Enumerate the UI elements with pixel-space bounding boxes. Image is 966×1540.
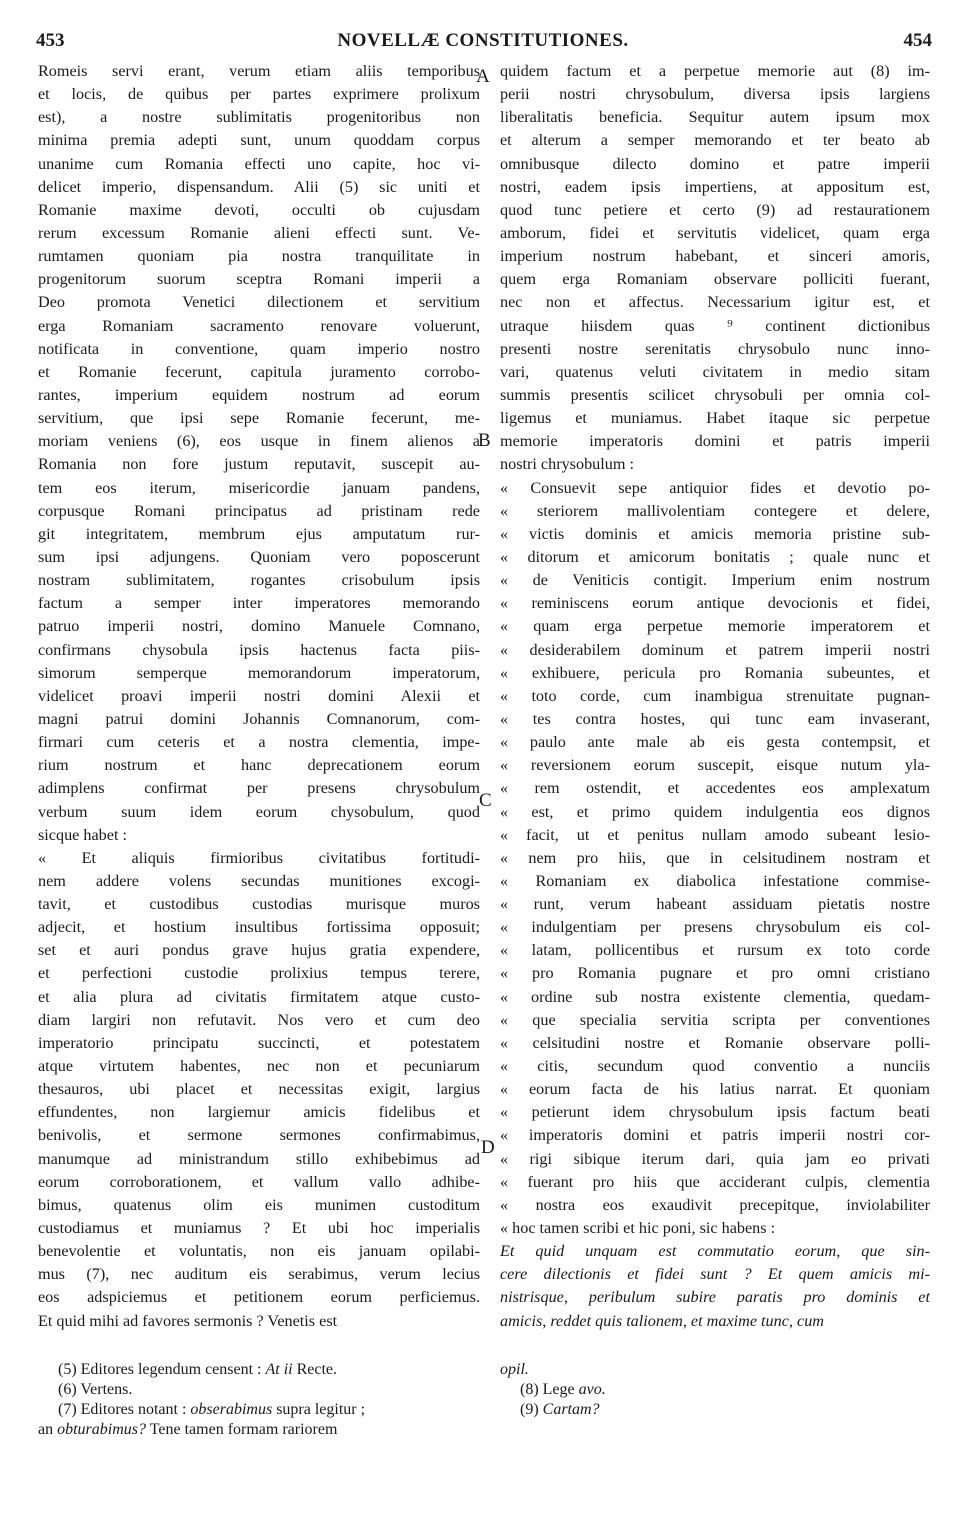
text-line: « rem ostendit, et accedentes eos amplexatum <box>500 779 930 798</box>
text-line: Romeis servi erant, verum etiam aliis temporibus <box>38 62 480 80</box>
text-line: minima premia adepti sunt, unum quoddam corpus <box>38 131 480 150</box>
text-line: imperatorio principatu succincti, et potestatem <box>38 1033 480 1052</box>
text-line: « toto corde, cum inambigua strenuitate pugnan- <box>500 686 930 705</box>
text-line: et locis, de quibus per partes exprimere prolixum <box>38 85 480 104</box>
text-line: custodiamus et muniamus ? Et ubi hoc imperialis <box>38 1219 480 1238</box>
text-line: utraque hiisdem quas ⁹ continent dictionibus <box>500 316 930 335</box>
text-line: nostri, eadem ipsis impertiens, at appositum est, <box>500 177 930 196</box>
text-line: quidem factum et a perpetue memorie aut (8) im- <box>500 62 930 80</box>
right-column <box>500 60 930 1333</box>
text-line: Romanie maxime devoti, occulti ob cujusdam <box>38 200 480 219</box>
text-line: tavit, et custodibus custodias murisque muros <box>38 895 480 914</box>
text-line: est), a nostre sublimitatis progenitoribus non <box>38 108 480 127</box>
footnote <box>38 1420 478 1440</box>
text-line: ligemus et muniamus. Habet itaque sic perpetue <box>500 409 930 428</box>
text-line: Et quid unquam est commutatio eorum, que sin- <box>500 1242 930 1261</box>
footnote-after: Recte. <box>296 1361 338 1378</box>
text-line: thesauros, ubi placet et necessitas exigit, largius <box>38 1080 480 1099</box>
text-line: quem erga Romaniam observare polliciti fuerant, <box>500 270 930 289</box>
text-line: nostram sublimitatem, rogantes crisobulum ipsis <box>38 571 480 590</box>
footnote-italic: obturabimus? <box>57 1421 147 1438</box>
text-line: « reversionem eorum suscepit, eisque nutum yla- <box>500 756 930 775</box>
text-line: diam largiri non refutavit. Nos vero et cum deo <box>38 1010 480 1029</box>
text-line: mus (7), nec auditum eis serabimus, verum lecius <box>38 1265 480 1284</box>
text-line: amicis, reddet quis talionem, et maxime tunc, cum <box>500 1311 824 1330</box>
footnote-number: (6) <box>58 1381 77 1398</box>
text-line: « ditorum et amicorum bonitatis ; quale nunc et <box>500 547 930 566</box>
text-line: « Romaniam ex diabolica infestatione commise- <box>500 871 930 890</box>
text-line: « pro Romania pugnare et pro omni cristiano <box>500 964 930 983</box>
footnote-text: Editores notant : <box>80 1401 187 1418</box>
text-line: benivolis, et sermone sermones confirmabimus, <box>38 1126 480 1145</box>
text-line: delicet imperio, dispensandum. Alii (5) sic uniti et <box>38 177 480 196</box>
text-line: rerum excessum Romanie alieni effecti sunt. Ve- <box>38 223 480 242</box>
text-line: « reminiscens eorum antique devocionis et fidei, <box>500 594 930 613</box>
footnote-number: (9) <box>520 1401 539 1418</box>
text-line: benevolentie et voluntatis, non eis januam opilabi- <box>38 1242 480 1261</box>
text-line: adjecit, et hostium insultibus fortissima opposuit; <box>38 918 480 937</box>
footnote-after: supra legitur ; <box>276 1401 366 1418</box>
text-line: servitium, que ipsi sepe Romanie fecerunt, me- <box>38 409 480 428</box>
running-header <box>0 30 966 56</box>
text-line: « facit, ut et penitus nullam amodo subeant lesio- <box>500 825 930 844</box>
text-line: « tes contra hostes, qui tunc eam invaserant, <box>500 709 930 728</box>
text-line: imperium nostrum habebant, et sinceri amoris, <box>500 247 930 266</box>
text-line: corpusque Romani principatus ad pristinam rede <box>38 501 480 520</box>
text-line: et perfectioni custodie prolixius tempus terere, <box>38 964 480 983</box>
text-line: Et quid mihi ad favores sermonis ? Venetis est <box>38 1311 338 1330</box>
footnote-italic: At ii <box>265 1361 293 1378</box>
section-marker-b: B <box>478 430 491 451</box>
text-line: « desiderabilem dominum et patrem imperii nostri <box>500 640 930 659</box>
text-line: confirmans chysobula ipsis hactenus facta piis- <box>38 640 480 659</box>
text-line: « fuerant pro hiis que acciderant culpis, clementia <box>500 1172 930 1191</box>
footnote-italic: avo. <box>578 1381 606 1398</box>
footnote <box>500 1380 930 1400</box>
footnote-italic: opil. <box>500 1361 529 1378</box>
text-line: memorie imperatoris domini et patris imperii <box>500 432 930 451</box>
text-line: set et auri pondus grave hujus gratia expendere, <box>38 941 480 960</box>
text-line: et Romanie fecerunt, capitula juramento corrobo- <box>38 362 480 381</box>
text-line: rium nostrum et hanc deprecationem eorum <box>38 756 480 775</box>
footnote <box>38 1400 478 1420</box>
text-line: « victis dominis et amicis memoria pristine sub- <box>500 524 930 543</box>
text-line: tem eos iterum, misericordie januam pandens, <box>38 478 480 497</box>
text-line: firmari cum ceteris et a nostra clementia, impe- <box>38 733 480 752</box>
text-line: cere dilectionis et fidei sunt ? Et quem amicis mi- <box>500 1265 930 1284</box>
text-line: « eorum facta de his latius narrat. Et quoniam <box>500 1080 930 1099</box>
text-line: adimplens confirmat per presens chrysobulum <box>38 779 480 798</box>
page-title: NOVELLÆ CONSTITUTIONES. <box>337 30 629 51</box>
left-column <box>38 60 480 1333</box>
text-line: « indulgentiam per presens chrysobulum eis col- <box>500 918 930 937</box>
footnote-text: Editores legendum censent : <box>80 1361 262 1378</box>
text-line: rumtamen quoniam pia nostra tranquilitate in <box>38 247 480 266</box>
footnote-after: Tene tamen formam rariorem <box>149 1421 338 1438</box>
text-line: « nem pro hiis, que in celsitudinem nostram et <box>500 848 930 867</box>
text-line: sicque habet : <box>38 825 127 844</box>
text-line: nistrisque, peribulum subire paratis pro dominis et <box>500 1288 930 1307</box>
text-line: « ordine sub nostra existente clementia, quedam- <box>500 987 930 1006</box>
text-line: unanime cum Romania effecti uno capite, hoc vi- <box>38 154 480 173</box>
text-line: patruo imperii nostri, domino Manuele Comnano, <box>38 617 480 636</box>
footnote <box>38 1380 478 1400</box>
footnote-italic: Cartam? <box>542 1401 600 1418</box>
text-line: « runt, verum habeant assiduam pietatis nostre <box>500 895 930 914</box>
text-line: git integritatem, membrum ejus amputatum rur- <box>38 524 480 543</box>
text-line: rantes, imperium equidem nostrum ad eorum <box>38 385 480 404</box>
text-line: perii nostri chrysobulum, diversa ipsis largiens <box>500 85 930 104</box>
footnote <box>38 1360 478 1380</box>
text-line: amborum, fidei et servitutis videlicet, quam erga <box>500 223 930 242</box>
text-line: vari, quatenus veluti civitatem in medio sitam <box>500 362 930 381</box>
text-line: « quam erga perpetue memorie imperatorem et <box>500 617 930 636</box>
text-line: omnibusque dilecto domino et patre imperii <box>500 154 930 173</box>
text-line: bimus, quatenus olim eis munimen custoditum <box>38 1195 480 1214</box>
text-line: moriam veniens (6), eos usque in finem alienos a <box>38 432 480 451</box>
footnote-text: Vertens. <box>80 1381 133 1398</box>
text-line: progenitorum suorum sceptra Romani imperii a <box>38 270 480 289</box>
text-line: « petierunt idem chrysobulum ipsis factum beati <box>500 1103 930 1122</box>
text-line: nec non et affectus. Necessarium igitur est, et <box>500 293 930 312</box>
text-line: verbum suum idem eorum chysobulum, quod <box>38 802 480 821</box>
text-line: nostri chrysobulum : <box>500 455 634 474</box>
footnotes-right <box>500 1360 930 1420</box>
text-line: « de Veniticis contigit. Imperium enim nostrum <box>500 571 930 590</box>
section-marker-c: C <box>479 790 492 811</box>
footnote-number: (5) <box>58 1361 77 1378</box>
text-line: « est, et primo quidem indulgentia eos dignos <box>500 802 930 821</box>
footnote-number: (7) <box>58 1401 77 1418</box>
text-line: simorum semperque memorandorum imperatorum, <box>38 663 480 682</box>
text-line: eos adspiciemus et petitionem eorum perficiemus. <box>38 1288 480 1307</box>
text-line: « nostra eos exaudivit precepitque, inviolabiliter <box>500 1195 930 1214</box>
footnote-text: an <box>38 1421 54 1438</box>
text-line: notificata in conventione, quam imperio nostro <box>38 339 480 358</box>
text-line: « rigi sibique iterum dari, quia jam eo privati <box>500 1149 930 1168</box>
text-line: summis presentis scilicet chrysobuli per omnia col- <box>500 385 930 404</box>
page-number-left: 453 <box>36 30 65 51</box>
text-line: « exhibuere, pericula pro Romania subeuntes, et <box>500 663 930 682</box>
text-line: magni patrui domini Johannis Comnanorum, com- <box>38 709 480 728</box>
text-line: « Et aliquis firmioribus civitatibus fortitudi- <box>38 848 480 867</box>
section-marker-a: A <box>476 66 490 87</box>
footnotes-left <box>38 1360 478 1440</box>
text-line: et alterum a semper memorando et ter beato ab <box>500 131 930 150</box>
text-line: « steriorem mallivolentiam contegere et delere, <box>500 501 930 520</box>
footnote-number: (8) <box>520 1381 539 1398</box>
text-line: atque virtutem habentes, nec non et pecuniarum <box>38 1057 480 1076</box>
text-line: manumque ad ministrandum stillo exhibebimus ad <box>38 1149 480 1168</box>
text-line: « hoc tamen scribi et hic poni, sic habens : <box>500 1219 776 1238</box>
text-line: Romania non fore justum reputavit, suscepit au- <box>38 455 480 474</box>
text-line: eorum corroborationem, et vallum vallo adhibe- <box>38 1172 480 1191</box>
section-marker-d: D <box>481 1137 495 1158</box>
text-line: « que specialia servitia scripta per conventiones <box>500 1010 930 1029</box>
footnote <box>500 1400 930 1420</box>
footnote-italic: obserabimus <box>190 1401 273 1418</box>
footnote <box>500 1360 930 1380</box>
text-line: « imperatoris domini et patris imperii nostri cor- <box>500 1126 930 1145</box>
text-line: « latam, pollicentibus et rursum ex toto corde <box>500 941 930 960</box>
text-line: factum a semper inter imperatores memorando <box>38 594 480 613</box>
text-line: « paulo ante male ab eis gesta contempsit, et <box>500 733 930 752</box>
text-line: « citis, secundum quod conventio a nunciis <box>500 1057 930 1076</box>
footnote-text: Lege <box>542 1381 575 1398</box>
text-line: liberalitatis beneficia. Sequitur autem ipsum mox <box>500 108 930 127</box>
text-line: effundentes, non largiemur amicis fidelibus et <box>38 1103 480 1122</box>
text-line: « Consuevit sepe antiquior fides et devotio po- <box>500 478 930 497</box>
text-line: nem addere volens secundas munitiones excogi- <box>38 871 480 890</box>
page-number-right: 454 <box>903 30 932 51</box>
text-line: presenti nostre serenitatis chrysobulo nunc inno- <box>500 339 930 358</box>
text-line: videlicet proavi imperii nostri domini Alexii et <box>38 686 480 705</box>
text-line: « celsitudini nostre et Romanie observare polli- <box>500 1033 930 1052</box>
text-line: Deo promota Venetici dilectionem et servitium <box>38 293 480 312</box>
text-line: sum ipsi adjungens. Quoniam vero poposcerunt <box>38 547 480 566</box>
text-line: et alia plura ad civitatis firmitatem atque custo- <box>38 987 480 1006</box>
text-line: erga Romaniam sacramento renovare voluerunt, <box>38 316 480 335</box>
text-line: quod tunc petiere et certo (9) ad restaurationem <box>500 200 930 219</box>
